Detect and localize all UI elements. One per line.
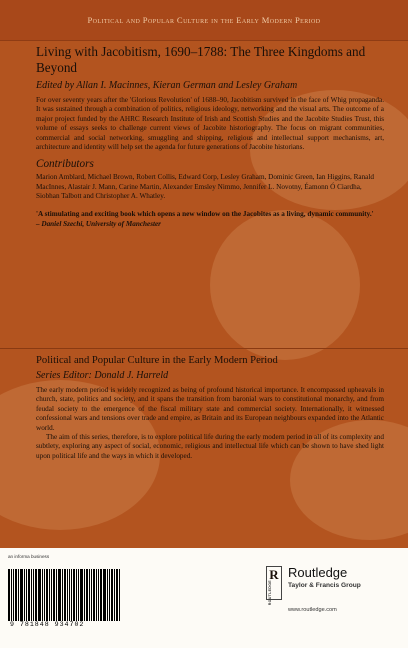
barcode-bar [44,569,45,621]
barcode-bar [69,569,70,621]
routledge-logo-vertical-text: ROUTLEDGE [268,580,272,606]
barcode-bar [51,569,52,621]
book-section [36,44,384,228]
isbn-number: 9 781848 934702 [10,621,85,628]
barcode-bar [24,569,25,621]
contributors-list: Marion Amblard, Michael Brown, Robert Collis, Edward Corp, Lesley Graham, Dominic Green, Ian Higgins, Ranald MacInnes, Alastair J. Mann, Carine Martin, Alexander Emsley Nimmo, Jennifer L. Novotny, Éamonn Ó Ciardha, Siobhan Talbott and Christopher A. Whatley. [36,173,374,201]
barcode-bar [26,569,27,621]
barcode-bar [38,569,41,621]
book-title: Living with Jacobitism, 1690–1788: The Three Kingdoms and Beyond [36,44,366,75]
barcode-bar [78,569,79,621]
routledge-logo-icon [266,566,282,606]
series-editor: Series Editor: Donald J. Harreld [36,370,169,381]
barcode-bar [71,569,72,621]
barcode-bar [20,569,23,621]
publisher-group: Taylor & Francis Group [288,582,361,589]
book-description: For over seventy years after the 'Glorious Revolution' of 1688–90, Jacobitism survived in the face of Whig propaganda. It was sustained through a combination of politics, religious ideology, networking and the visual arts. The outcome of a major project funded by the AHRC Research Institute of Irish and Scottish Studies and the Jacobite Studies Trust, this volume of essays seeks to challenge current views of Jacobite historiography. The focus on migrant communities, commercial and social networking, smuggling and shipping, religious and intellectual support mechanisms, art, architecture and identity will help set the agenda for future generations of Jacobite historians. [36,96,384,152]
barcode-bar [33,569,34,621]
informa-tagline: an informa business [8,554,50,559]
barcode-bar [93,569,95,621]
series-band-title: Political and Popular Culture in the Early Modern Period [87,15,321,25]
barcode-bar [46,569,48,621]
barcode-bar [80,569,83,621]
barcode-bar [109,569,110,621]
series-description-2: The aim of this series, therefore, is to explore political life during the early modern period in all of its complexity and subtlety, exploring any aspect of social, economic, religious and intellectual life which can be shown to have shed light upon political life and the ways in which it developed. [36,433,384,460]
barcode-bar [13,569,14,621]
series-description-1: The early modern period is widely recognized as being of profound historical importance. It encompassed upheavals in church, state, politics and society, and it spans the transition from baronial wars to constitutional monarchy, and from feudal society to the emergence of the fiscal military state and commercial society. Internationally, it witnessed confessional wars and tensions over trade and empire, as Britain and its European neighbours expanded into the Atlantic world. [36,386,384,432]
publisher-url: www.routledge.com [288,607,337,613]
barcode-bar [119,569,120,621]
barcode-bar [76,569,77,621]
barcode-bar [89,569,90,621]
barcode [8,565,134,621]
barcode-bar [107,569,108,621]
barcode-bar [58,569,61,621]
barcode-bar [62,569,63,621]
barcode-bar [15,569,17,621]
barcode-bar [42,569,43,621]
routledge-logo-mark: R [269,567,279,582]
barcode-bar [67,569,68,621]
section-divider [0,348,408,349]
barcode-bar [49,569,50,621]
barcode-bar [8,569,10,621]
barcode-bar [91,569,92,621]
barcode-bar [31,569,32,621]
barcode-bar [84,569,85,621]
review-attribution: – Daniel Szechi, University of Manchester [36,220,161,229]
background-map-shape [210,210,360,360]
barcode-bar [11,569,12,621]
series-section [36,355,384,461]
top-series-band [0,0,408,41]
barcode-bar [64,569,66,621]
barcode-bar [96,569,97,621]
barcode-bar [28,569,30,621]
review-quote: 'A stimulating and exciting book which opens a new window on the Jacobites as a living, dynamic community.' [36,209,374,218]
barcode-bar [53,569,55,621]
barcode-bar [103,569,106,621]
barcode-bar [18,569,19,621]
barcode-bar [86,569,88,621]
barcode-bar [100,569,102,621]
barcode-bar [114,569,115,621]
contributors-heading: Contributors [36,158,94,171]
book-editors: Edited by Allan I. Macinnes, Kieran German and Lesley Graham [36,80,298,91]
publisher-name: Routledge [288,565,348,580]
barcode-bar [35,569,37,621]
series-title: Political and Popular Culture in the Early Modern Period [36,355,278,366]
barcode-bar [111,569,113,621]
barcode-bar [98,569,99,621]
barcode-bar [116,569,118,621]
barcode-bar [56,569,57,621]
barcode-bar [73,569,75,621]
